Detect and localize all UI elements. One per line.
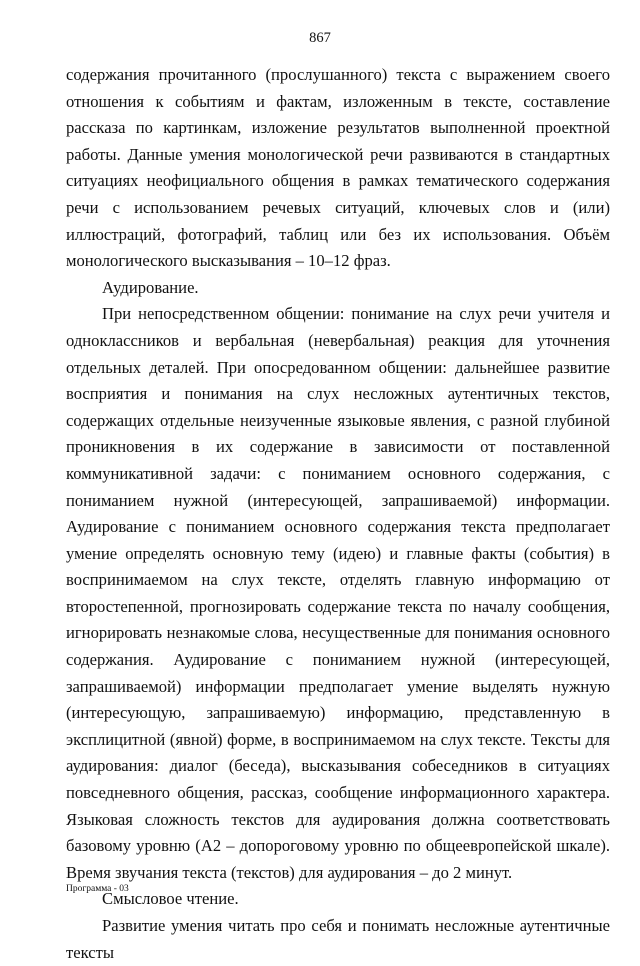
heading-listening: Аудирование. <box>102 277 199 297</box>
heading-reading: Смысловое чтение. <box>102 889 239 909</box>
paragraph-monologue-continuation: содержания прочитанного (прослушанного) текста с выражением своего отношения к событиям и фактам, изложенным в тексте, составление рассказа по картинкам, изложение результатов выполненной проектной работы. Данные умения монологической речи развиваются в стандартных ситуациях неофициального общения в рамках тематического содержания речи с использованием речевых ситуаций, ключевых слов и (или) иллюстраций, фотографий, таблиц или без их использования. Объём монологического высказывания – 10–12 фраз. <box>66 65 610 271</box>
paragraph-listening: При непосредственном общении: понимание на слух речи учителя и одноклассников и вербальная (невербальная) реакция для уточнения отдельных деталей. При опосредованном общении: дальнейшее развитие восприятия и понимания на слух несложных аутентичных текстов, содержащих отдельные неизученные языковые явления, с разной глубиной проникновения в их содержание в зависимости от поставленной коммуникативной задачи: с пониманием основного содержания, с пониманием нужной (интересующей, запрашиваемой) информации. Аудирование с пониманием основного содержания текста предполагает умение определять основную тему (идею) и главные факты (события) в воспринимаемом на слух тексте, отделять главную информацию от второстепенной, прогнозировать содержание текста по началу сообщения, игнорировать незнакомые слова, несущественные для понимания основного содержания. Аудирование с пониманием нужной (интересующей, запрашиваемой) информации предполагает умение выделять нужную (интересующую, запрашиваемую) информацию, представленную в эксплицитной (явной) форме, в воспринимаемом на слух тексте. Тексты для аудирования: диалог (беседа), высказывания собеседников в ситуациях повседневного общения, рассказ, сообщение информационного характера. Языковая сложность текстов для аудирования должна соответствовать базовому уровню (А2 – допороговому уровню по общеевропейской шкале). Время звучания текста (текстов) для аудирования – до 2 минут. <box>66 304 610 882</box>
page-footer: Программа - 03 <box>66 884 129 894</box>
paragraph-reading-start: Развитие умения читать про себя и понимать несложные аутентичные тексты <box>66 916 610 962</box>
page-body <box>66 62 610 962</box>
page-number: 867 <box>309 30 331 46</box>
